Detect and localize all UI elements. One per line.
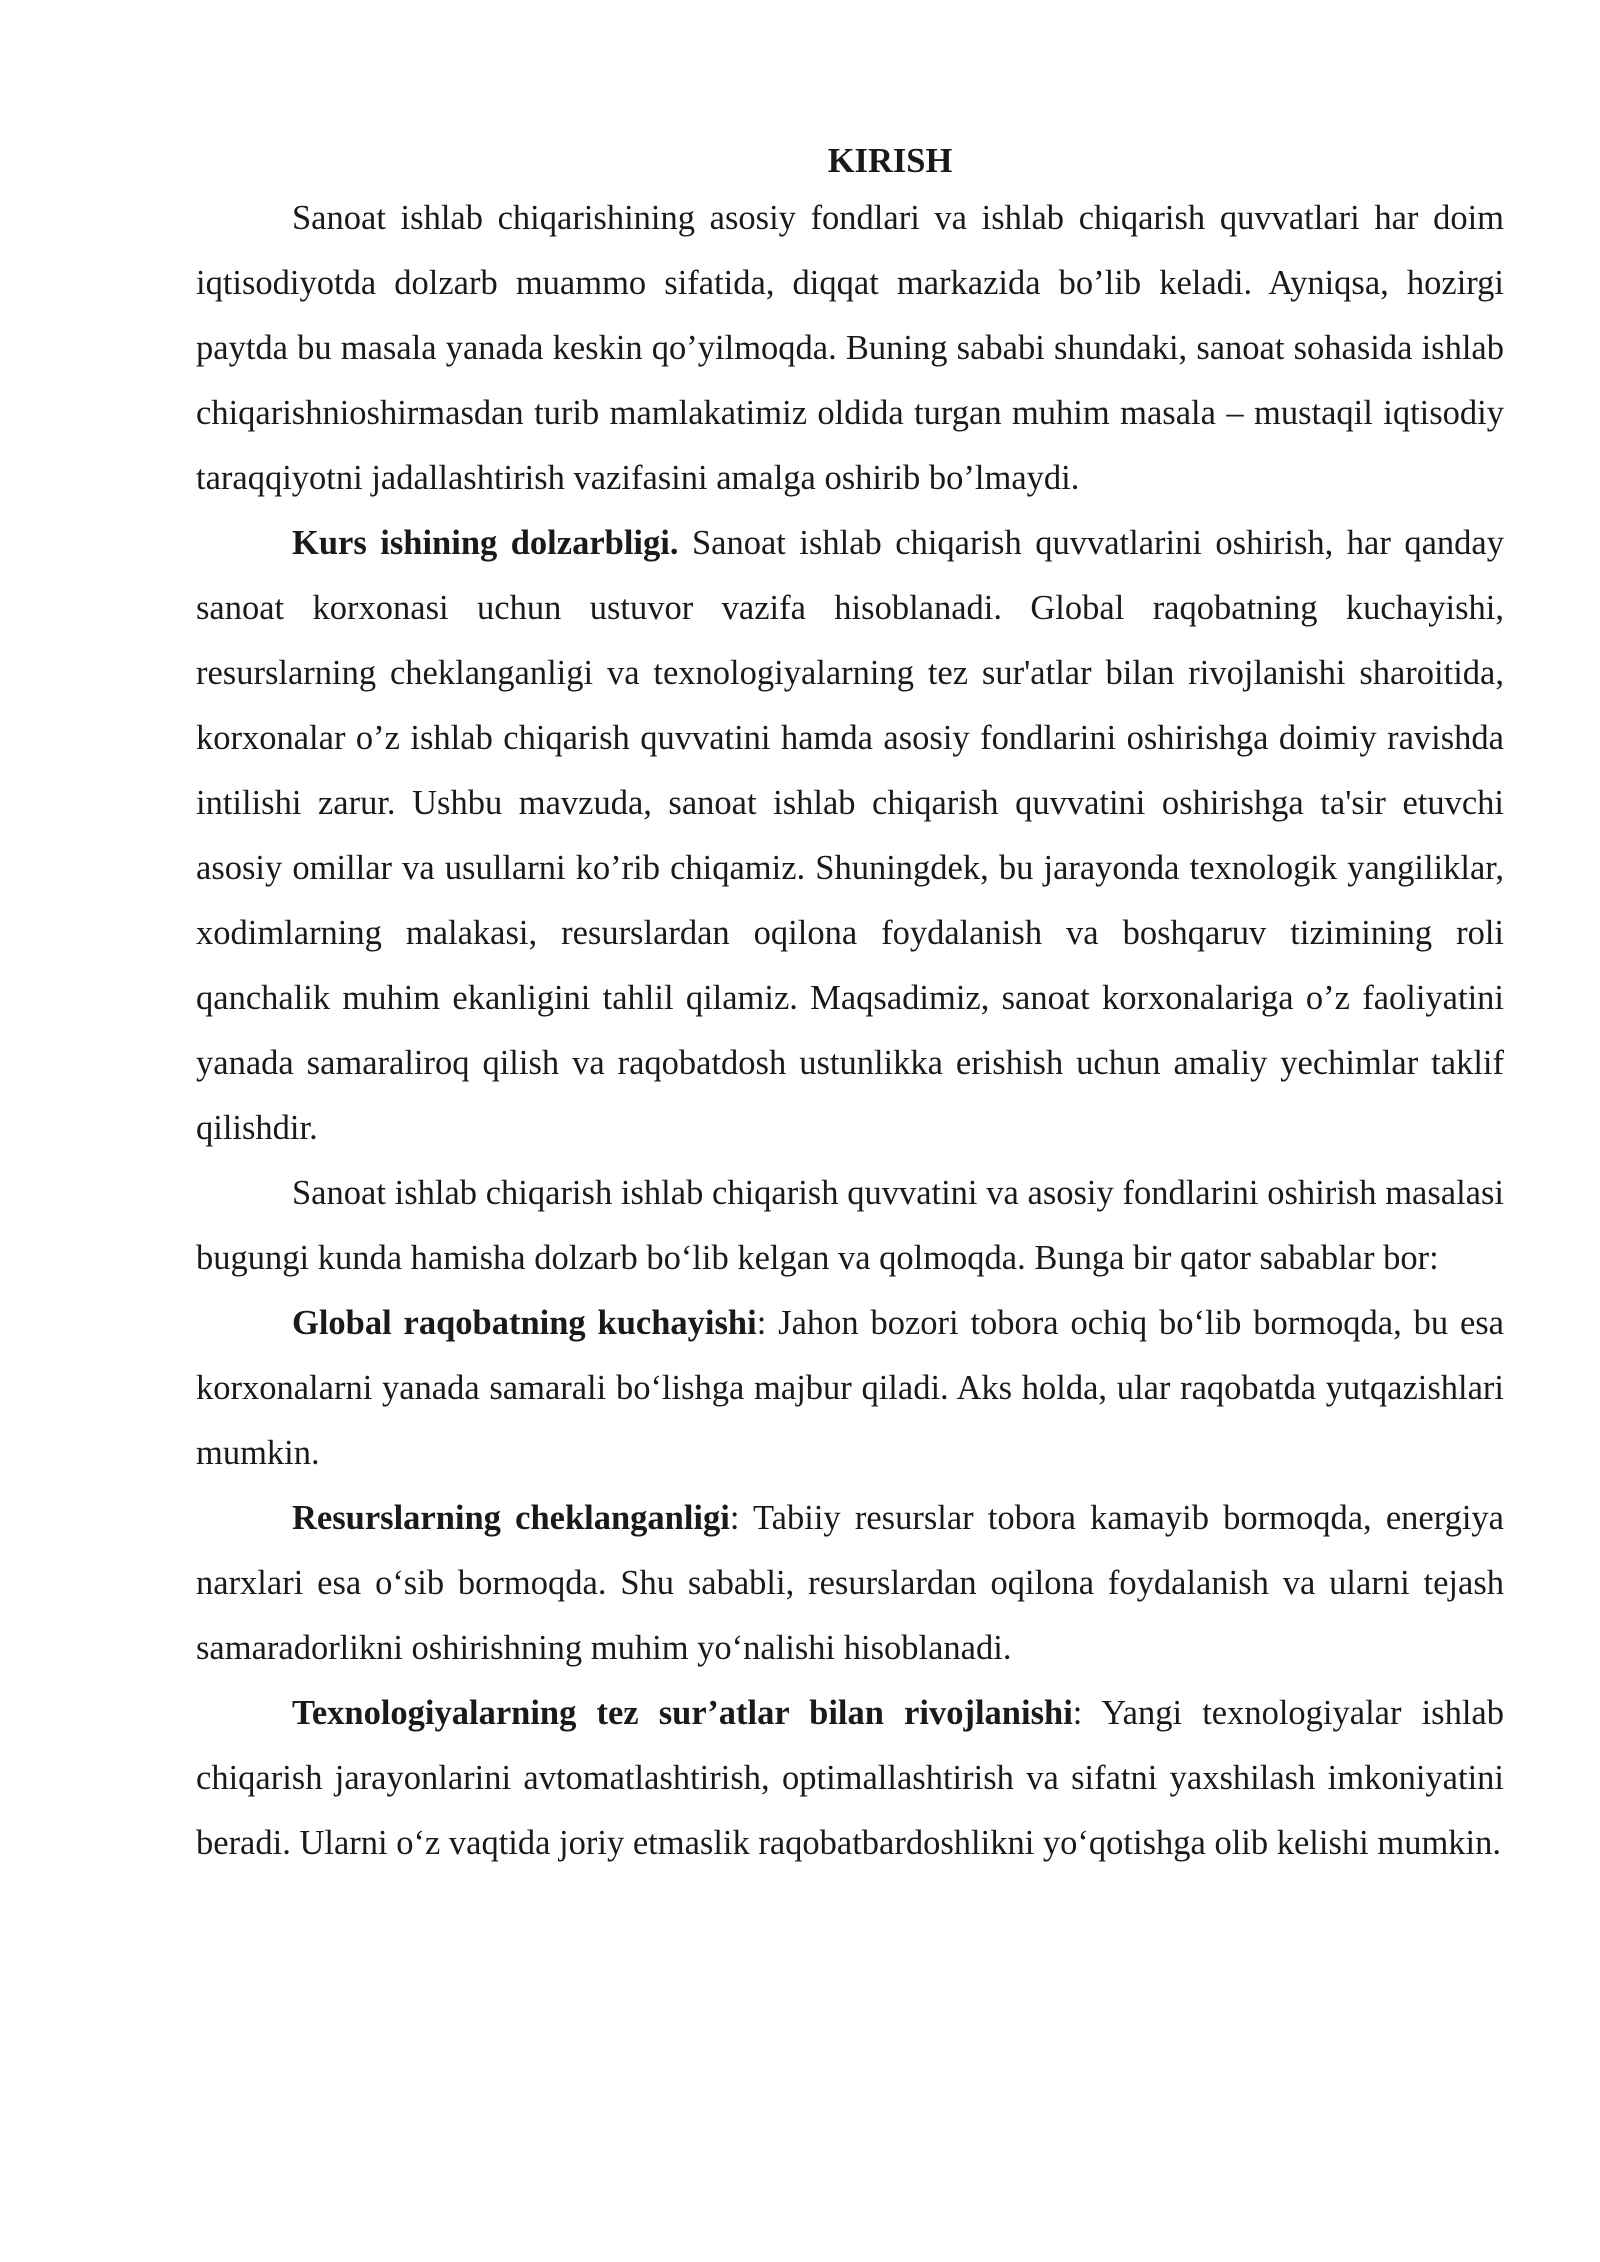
paragraph-technology — [196, 1681, 1504, 1876]
paragraph-text: Sanoat ishlab chiqarish ishlab chiqarish quvvatini va asosiy fondlarini oshirish masalasi bugungi kunda hamisha dolzarb bo‘lib kelgan va qolmoqda. Bunga bir qator sabablar bor: — [196, 1174, 1504, 1277]
paragraph-resource-limits — [196, 1486, 1504, 1681]
paragraph-lead: Texnologiyalarning tez sur’atlar bilan rivojlanishi — [292, 1694, 1073, 1732]
paragraph-text: : Yangi texnologiyalar ishlab chiqarish jarayonlarini avtomatlashtirish, optimallashtirish va sifatni yaxshilash imkoniyatini beradi. Ularni o‘z vaqtida joriy etmaslik raqobatbardoshlikni yo‘qotishga olib kelishi mumkin. — [196, 1694, 1504, 1862]
paragraph-lead: Resurslarning cheklanganligi — [292, 1499, 730, 1537]
document-page — [196, 136, 1504, 1876]
paragraph-text: Sanoat ishlab chiqarish quvvatlarini oshirish, har qanday sanoat korxonasi uchun ustuvor vazifa hisoblanadi. Global raqobatning kuchayishi, resurslarning cheklanganligi va texnologiyalarning tez sur'atlar bilan rivojlanishi sharoitida, korxonalar o’z ishlab chiqarish quvvatini hamda asosiy fondlarini oshirishga doimiy ravishda intilishi zarur. Ushbu mavzuda, sanoat ishlab chiqarish quvvatini oshirishga ta'sir etuvchi asosiy omillar va usullarni ko’rib chiqamiz. Shuningdek, bu jarayonda texnologik yangiliklar, xodimlarning malakasi, resurslardan oqilona foydalanish va boshqaruv tizimining roli qanchalik muhim ekanligini tahlil qilamiz. Maqsadimiz, sanoat korxonalariga o’z faoliyatini yanada samaraliroq qilish va raqobatdosh ustunlikka erishish uchun amaliy yechimlar taklif qilishdir. — [196, 524, 1504, 1147]
paragraph-text: Sanoat ishlab chiqarishining asosiy fondlari va ishlab chiqarish quvvatlari har doim iqtisodiyotda dolzarb muammo sifatida, diqqat markazida bo’lib keladi. Ayniqsa, hozirgi paytda bu masala yanada keskin qo’yilmoqda. Buning sababi shundaki, sanoat sohasida ishlab chiqarishnioshirmasdan turib mamlakatimiz oldida turgan muhim masala – mustaqil iqtisodiy taraqqiyotni jadallashtirish vazifasini amalga oshirib bo’lmaydi. — [196, 199, 1504, 497]
paragraph-reasons-intro — [196, 1161, 1504, 1291]
paragraph-lead: Global raqobatning kuchayishi — [292, 1304, 757, 1342]
document-title: KIRISH — [827, 142, 953, 180]
paragraph-intro — [196, 186, 1504, 511]
paragraph-relevance — [196, 511, 1504, 1161]
paragraph-global-competition — [196, 1291, 1504, 1486]
paragraph-text: : Tabiiy resurslar tobora kamayib bormoqda, energiya narxlari esa o‘sib bormoqda. Shu sababli, resurslardan oqilona foydalanish va ularni tejash samaradorlikni oshirishning muhim yo‘nalishi hisoblanadi. — [196, 1499, 1504, 1667]
paragraph-text: : Jahon bozori tobora ochiq bo‘lib bormoqda, bu esa korxonalarni yanada samarali bo‘lishga majbur qiladi. Aks holda, ular raqobatda yutqazishlari mumkin. — [196, 1304, 1504, 1472]
paragraph-lead: Kurs ishining dolzarbligi. — [292, 524, 679, 562]
